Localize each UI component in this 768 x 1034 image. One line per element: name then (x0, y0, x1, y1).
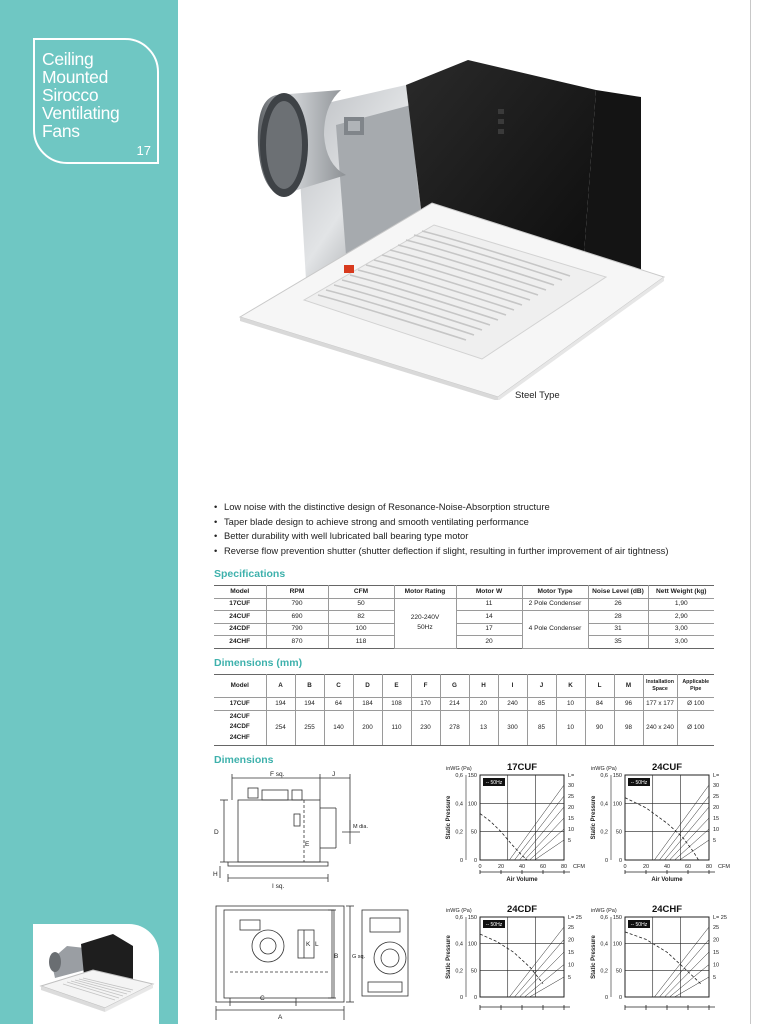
y-tick-label-pa: 50 (615, 829, 622, 836)
chart-24chf (585, 902, 735, 1024)
system-resistance-line (519, 807, 564, 860)
system-resistance-line (659, 796, 709, 860)
table-row: 24CHF 870 118 20 35 3,00 (214, 636, 714, 649)
system-resistance-line (664, 807, 709, 860)
table-row: 17CUF 790 50 220-240V 50Hz 11 2 Pole Condenser 26 1,90 (214, 598, 714, 611)
y-tick-label-inwg: 0,6 (600, 915, 608, 921)
label-e: E (305, 841, 310, 848)
feature-list (214, 500, 668, 558)
x-unit-label: CFM (718, 864, 730, 870)
system-resistance-line (519, 952, 564, 997)
x-tick-label: 40 (518, 864, 526, 870)
table-row: 24CUF 24CDF 24CHF 254 255 140 200 110 230 278 13 300 85 10 90 98 240 x 240 Ø 100 (214, 710, 714, 745)
product-image (236, 55, 686, 400)
motor-rating-cell: 220-240V 50Hz (394, 598, 456, 648)
legend-label: -- 50Hz (485, 922, 503, 928)
y-axis-label: Static Pressure (591, 935, 597, 979)
l-value-label: 25 (713, 794, 720, 800)
l-value-label: 15 (713, 950, 720, 956)
y-tick-label-pa: 100 (612, 941, 622, 948)
list-item: • Taper blade design to achieve strong and smooth ventilating performance (214, 515, 668, 530)
system-resistance-line (514, 940, 564, 998)
l-value-label: 10 (713, 827, 720, 833)
y-tick-label-pa: 50 (615, 968, 622, 975)
performance-curve (480, 934, 543, 984)
y-tick-label-pa: 0 (473, 858, 477, 864)
chart-title: 24CHF (651, 904, 683, 915)
page-edge-line (750, 0, 751, 1024)
label-a: A (278, 1014, 283, 1021)
x-tick-label: 40 (663, 864, 671, 870)
l-value-label: 25 (568, 794, 575, 800)
y-unit-label: inWG (Pa) (446, 908, 472, 914)
y-tick-label-inwg: 0 (459, 858, 463, 864)
y-tick-label-pa: 150 (612, 915, 622, 921)
l-value-label: 25 (568, 925, 575, 931)
y-tick-label-inwg: 0,4 (455, 941, 463, 948)
l-value-label: 20 (713, 805, 720, 811)
legend-label: -- 50Hz (630, 780, 648, 786)
l-value-label: 5 (568, 838, 572, 844)
y-tick-label-pa: 50 (470, 968, 477, 975)
label-d: D (214, 829, 219, 836)
y-tick-label-pa: 100 (467, 941, 477, 948)
system-resistance-line (535, 840, 564, 860)
x-tick-label: 0 (478, 864, 482, 870)
y-tick-label-inwg: 0 (459, 995, 463, 1001)
l-value-label: 20 (713, 937, 720, 944)
system-resistance-line (680, 840, 709, 860)
performance-curve (625, 798, 699, 860)
performance-curve (625, 932, 701, 984)
table-row: 24CDF 790 100 17 31 3,00 (214, 623, 714, 636)
y-tick-label-inwg: 0 (604, 858, 608, 864)
label-l: L (315, 941, 319, 948)
chart-title: 17CUF (506, 762, 538, 773)
system-resistance-line (514, 796, 564, 860)
list-item: • Low noise with the distinctive design of Resonance-Noise-Absorption structure (214, 500, 668, 515)
label-k: K (306, 941, 311, 948)
x-tick-label: 80 (560, 864, 568, 870)
x-axis-label: Air Volume (651, 877, 683, 883)
y-tick-label-pa: 0 (473, 995, 477, 1001)
table-header-row: Model RPM CFM Motor Rating Motor W Motor Type Noise Level (dB) Nett Weight (kg) (214, 586, 714, 599)
performance-curve (480, 814, 527, 860)
y-tick-label-pa: 100 (612, 801, 622, 808)
y-tick-label-pa: 0 (618, 995, 622, 1001)
y-tick-label-pa: 150 (612, 773, 622, 779)
product-thumbnail (33, 924, 159, 1034)
l-value-label: 5 (713, 838, 717, 844)
plot-frame (480, 775, 564, 860)
dimensions-table-heading: Dimensions (mm) (214, 657, 303, 669)
y-unit-label: inWG (Pa) (446, 766, 472, 772)
l-value-label: 15 (713, 816, 720, 822)
y-tick-label-inwg: 0,6 (455, 915, 463, 921)
dimensions-drawing-heading: Dimensions (214, 754, 274, 766)
system-resistance-line (525, 965, 564, 998)
label-j: J (332, 771, 336, 778)
l-header: L= (568, 773, 575, 779)
l-value-label: 30 (568, 783, 575, 789)
y-tick-label-inwg: 0,6 (600, 773, 608, 779)
label-c: C (260, 995, 265, 1002)
x-tick-label: 20 (642, 864, 650, 870)
y-axis-label: Static Pressure (446, 795, 452, 840)
y-tick-label-pa: 0 (618, 858, 622, 864)
y-tick-label-inwg: 0,4 (600, 801, 608, 808)
chart-24cdf (440, 902, 590, 1024)
system-resistance-line (675, 977, 709, 997)
y-axis-label: Static Pressure (591, 795, 597, 840)
page-title: Ceiling Mounted Sirocco Ventilating Fans (42, 49, 120, 141)
label-g: G sq. (352, 954, 366, 960)
image-caption: Steel Type (515, 390, 560, 401)
y-tick-label-inwg: 0,2 (600, 968, 608, 975)
l-value-label: 25 (713, 925, 720, 931)
label-m: M dia. (353, 824, 368, 830)
list-item: • Better durability with well lubricated ball bearing type motor (214, 529, 668, 544)
plot-frame (480, 917, 564, 997)
y-tick-label-pa: 150 (467, 915, 477, 921)
l-header: L= 25 (713, 915, 727, 921)
y-tick-label-inwg: 0,4 (455, 801, 463, 808)
system-resistance-line (670, 965, 709, 998)
x-axis-label: Air Volume (506, 877, 538, 883)
specifications-table (214, 585, 714, 649)
x-tick-label: 0 (623, 864, 627, 870)
table-header-row: Model A B C D E F G H I J K L M Installation Space Applicable Pipe (214, 675, 714, 698)
label-h: H (213, 871, 218, 878)
list-item: • Reverse flow prevention shutter (shutter deflection if slight, resulting in further improvement of air tightness) (214, 544, 668, 559)
l-value-label: 30 (713, 783, 720, 789)
side-view-drawing (210, 770, 370, 890)
l-header: L= (713, 773, 720, 779)
y-tick-label-inwg: 0,6 (455, 773, 463, 779)
l-value-label: 10 (568, 827, 575, 833)
system-resistance-line (654, 927, 709, 997)
y-tick-label-pa: 150 (467, 773, 477, 779)
table-row: 24CUF 690 82 14 4 Pole Condenser 28 2,90 (214, 611, 714, 624)
l-value-label: 5 (568, 975, 572, 981)
chart-title: 24CUF (651, 762, 683, 773)
l-value-label: 20 (568, 937, 575, 944)
l-value-label: 15 (568, 950, 575, 956)
x-tick-label: 60 (684, 864, 692, 870)
legend-label: -- 50Hz (485, 780, 503, 786)
y-unit-label: inWG (Pa) (591, 908, 617, 914)
table-row: 17CUF 194 194 64 184 108 170 214 20 240 85 10 84 96 177 x 177 Ø 100 (214, 698, 714, 711)
chart-17cuf (440, 760, 590, 895)
l-header: L= 25 (568, 915, 582, 921)
label-i: I sq. (272, 883, 285, 890)
chart-24cuf (585, 760, 735, 895)
title-card (33, 38, 159, 164)
plot-frame (625, 775, 709, 860)
bottom-view-drawing (210, 900, 430, 1024)
system-resistance-line (509, 785, 564, 860)
system-resistance-line (664, 952, 709, 997)
y-tick-label-inwg: 0,4 (600, 941, 608, 948)
y-tick-label-pa: 50 (470, 829, 477, 836)
x-tick-label: 20 (497, 864, 505, 870)
l-value-label: 10 (568, 962, 575, 969)
plot-frame (625, 917, 709, 997)
y-tick-label-inwg: 0,2 (455, 968, 463, 975)
system-resistance-line (654, 785, 709, 860)
page-number: 17 (136, 143, 151, 158)
y-tick-label-pa: 100 (467, 801, 477, 808)
y-unit-label: inWG (Pa) (591, 766, 617, 772)
l-value-label: 10 (713, 962, 720, 969)
label-f: F sq. (270, 771, 285, 778)
system-resistance-line (530, 977, 564, 997)
l-value-label: 5 (713, 975, 717, 981)
y-tick-label-inwg: 0,2 (455, 829, 463, 836)
l-value-label: 15 (568, 816, 575, 822)
specifications-heading: Specifications (214, 568, 286, 580)
chart-title: 24CDF (506, 904, 538, 915)
y-tick-label-inwg: 0,2 (600, 829, 608, 836)
x-unit-label: CFM (573, 864, 585, 870)
label-b: B (334, 953, 339, 960)
x-tick-label: 80 (705, 864, 713, 870)
l-value-label: 20 (568, 805, 575, 811)
x-tick-label: 60 (539, 864, 547, 870)
dimensions-table (214, 674, 714, 746)
y-tick-label-inwg: 0 (604, 995, 608, 1001)
y-axis-label: Static Pressure (446, 935, 452, 979)
legend-label: -- 50Hz (630, 922, 648, 928)
system-resistance-line (509, 927, 564, 997)
